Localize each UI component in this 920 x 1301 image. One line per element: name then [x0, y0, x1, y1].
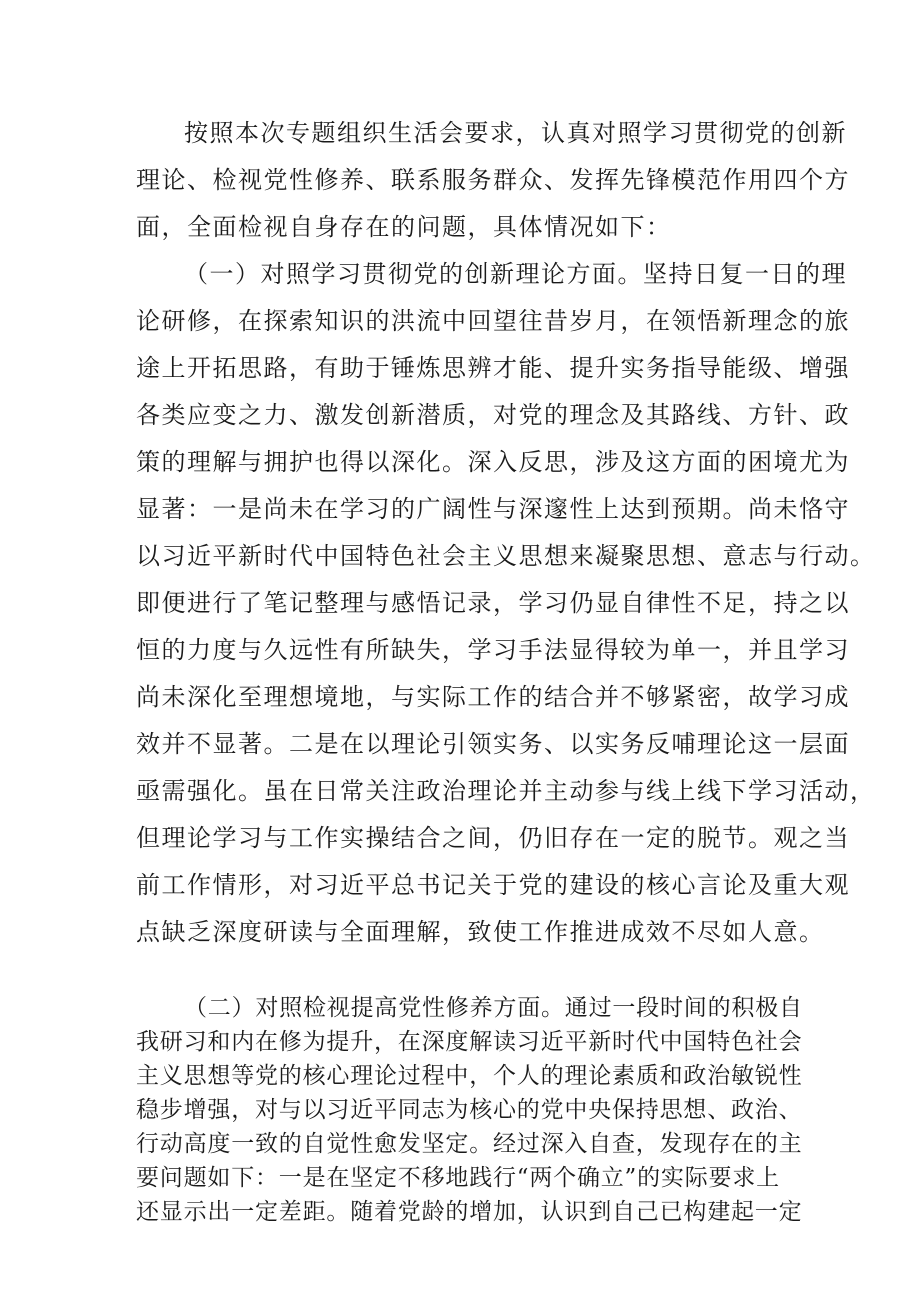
paragraph-line: 点缺乏深度研读与全面理解，致使工作推进成效不尽如人意。	[136, 918, 825, 946]
paragraph-line: 论研修，在探索知识的洪流中回望往昔岁月，在领悟新理念的旅	[136, 307, 850, 335]
paragraph-line: 面，全面检视自身存在的问题，具体情况如下：	[136, 213, 672, 241]
paragraph-line: 途上开拓思路，有助于锤炼思辨才能、提升实务指导能级、增强	[136, 354, 850, 382]
paragraph-line: 各类应变之力、激发创新潜质，对党的理念及其路线、方针、政	[136, 401, 850, 429]
paragraph-line: 即便进行了笔记整理与感悟记录，学习仍显自律性不足，持之以	[136, 589, 850, 617]
paragraph-line: 但理论学习与工作实操结合之间，仍旧存在一定的脱节。观之当	[136, 824, 850, 852]
paragraph-line: 理论、检视党性修养、联系服务群众、发挥先锋模范作用四个方	[136, 166, 850, 194]
paragraph-line: 效并不显著。二是在以理论引领实务、以实务反哺理论这一层面	[136, 730, 850, 758]
paragraph-line: 按照本次专题组织生活会要求，认真对照学习贯彻党的创新	[184, 119, 847, 147]
paragraph-line: 行动高度一致的自觉性愈发坚定。经过深入自查，发现存在的主	[136, 1131, 803, 1157]
paragraph-line: （二）对照检视提高党性修养方面。通过一段时间的积极自	[184, 995, 803, 1021]
paragraph-line: 尚未深化至理想境地，与实际工作的结合并不够紧密，故学习成	[136, 683, 850, 711]
paragraph-line: 还显示出一定差距。随着党龄的增加，认识到自己已构建起一定	[136, 1199, 803, 1225]
paragraph-line: 我研习和内在修为提升，在深度解读习近平新时代中国特色社会	[136, 1029, 803, 1055]
paragraph-line: 显著：一是尚未在学习的广阔性与深邃性上达到预期。尚未恪守	[136, 495, 850, 523]
paragraph-line: 稳步增强，对与以习近平同志为核心的党中央保持思想、政治、	[136, 1097, 803, 1123]
paragraph-line: 策的理解与拥护也得以深化。深入反思，涉及这方面的困境尤为	[136, 448, 850, 476]
paragraph-line: 前工作情形，对习近平总书记关于党的建设的核心言论及重大观	[136, 871, 850, 899]
paragraph-line: 要问题如下：一是在坚定不移地践行“两个确立”的实际要求上	[136, 1165, 780, 1191]
paragraph-line: 以习近平新时代中国特色社会主义思想来凝聚思想、意志与行动。	[136, 542, 876, 570]
paragraph-line: （一）对照学习贯彻党的创新理论方面。坚持日复一日的理	[184, 260, 847, 288]
paragraph-line: 恒的力度与久远性有所缺失，学习手法显得较为单一，并且学习	[136, 636, 850, 664]
paragraph-line: 亟需强化。虽在日常关注政治理论并主动参与线上线下学习活动，	[136, 777, 876, 805]
paragraph-line: 主义思想等党的核心理论过程中，个人的理论素质和政治敏锐性	[136, 1063, 803, 1089]
